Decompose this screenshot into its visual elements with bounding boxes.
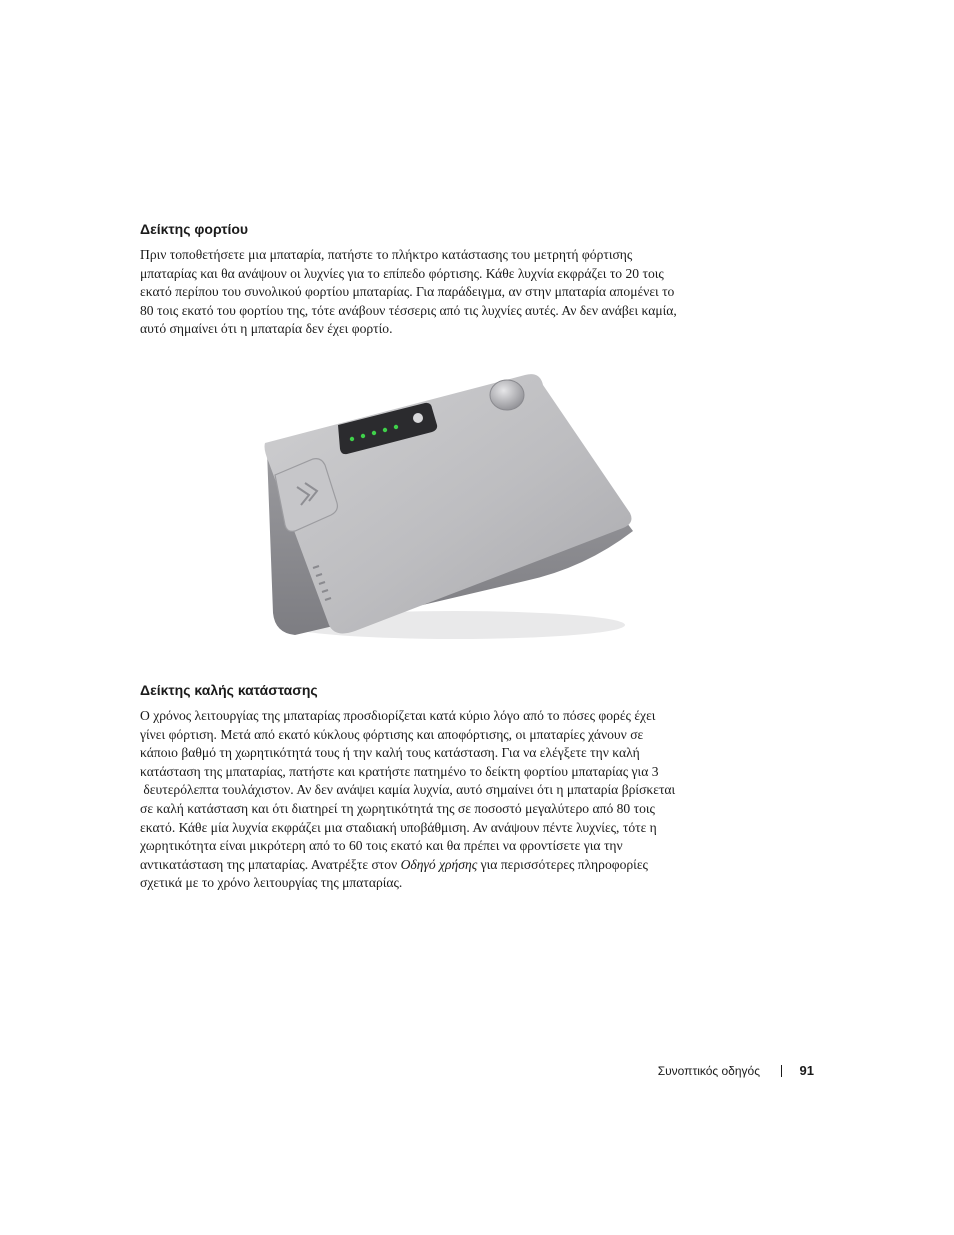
text-line: μπαταρίας και θα ανάψουν οι λυχνίες για το επίπεδο φόρτισης. Κάθε λυχνία εκφράζει το 20 τοις xyxy=(140,265,664,281)
text-fragment: για περισσότερες πληροφορίες xyxy=(477,856,648,872)
release-button xyxy=(490,380,524,410)
text-line: κατάσταση της μπαταρίας, πατήστε και κρατήστε πατημένο το δείκτη φορτίου μπαταρίας για 3 xyxy=(140,763,659,779)
text-line xyxy=(140,856,760,875)
status-button-icon xyxy=(413,413,423,423)
text-line: 80 τοις εκατό του φορτίου της, τότε ανάβουν τέσσερις από τις λυχνίες αυτές. Αν δεν ανάβει καμία, xyxy=(140,302,677,318)
footer-section-title: Συνοπτικός οδηγός xyxy=(657,1064,760,1078)
footer-divider xyxy=(781,1065,782,1077)
page-number: 91 xyxy=(799,1063,814,1078)
text-line: σχετικά με το χρόνο λειτουργίας της μπαταρίας. xyxy=(140,875,403,891)
battery-illustration xyxy=(255,363,645,648)
heading-health-indicator: Δείκτης καλής κατάστασης xyxy=(140,682,318,698)
paragraph-health-indicator xyxy=(140,707,760,893)
text-line: εκατό περίπου του συνολικού φορτίου μπαταρίας. Για παράδειγμα, αν στην μπαταρία απομένει το xyxy=(140,284,675,300)
battery-image xyxy=(255,363,645,648)
text-fragment: αντικατάσταση της μπαταρίας. Ανατρέξτε στον xyxy=(140,856,401,872)
text-line: αυτό σημαίνει ότι η μπαταρία δεν έχει φορτίο. xyxy=(140,321,393,337)
page-footer xyxy=(560,1062,814,1082)
text-line: σε καλή κατάσταση και ότι διατηρεί τη χωρητικότητά της σε ποσοστό μεγαλύτερο από 80 τοις xyxy=(140,800,655,816)
heading-charge-indicator: Δείκτης φορτίου xyxy=(140,221,249,237)
text-line: κάποιο βαθμό τη χωρητικότητά τους ή την καλή τους κατάσταση. Για να ελέγξετε την καλή xyxy=(140,745,640,761)
text-line: Ο χρόνος λειτουργίας της μπαταρίας προσδιορίζεται κατά κύριο λόγο από το πόσες φορές έχει xyxy=(140,708,656,723)
text-line: χωρητικότητα είναι μικρότερη από το 60 τοις εκατό και θα πρέπει να φροντίσετε για την xyxy=(140,838,623,854)
text-line: δευτερόλεπτα τουλάχιστον. Αν δεν ανάψει καμία λυχνία, αυτό σημαίνει ότι η μπαταρία βρίσκεται xyxy=(140,782,676,798)
users-guide-reference: Οδηγό χρήσης xyxy=(400,856,478,872)
text-line: εκατό. Κάθε μία λυχνία εκφράζει μια σταδιακή υποβάθμιση. Αν ανάψουν πέντε λυχνίες, τότε η xyxy=(140,819,657,835)
paragraph-charge-indicator xyxy=(140,246,760,339)
text-line: Πριν τοποθετήσετε μια μπαταρία, πατήστε το πλήκτρο κατάστασης του μετρητή φόρτισης xyxy=(140,247,633,262)
text-line: γίνει φόρτιση. Μετά από εκατό κύκλους φόρτισης και αποφόρτισης, οι μπαταρίες χάνουν σε xyxy=(140,726,644,742)
